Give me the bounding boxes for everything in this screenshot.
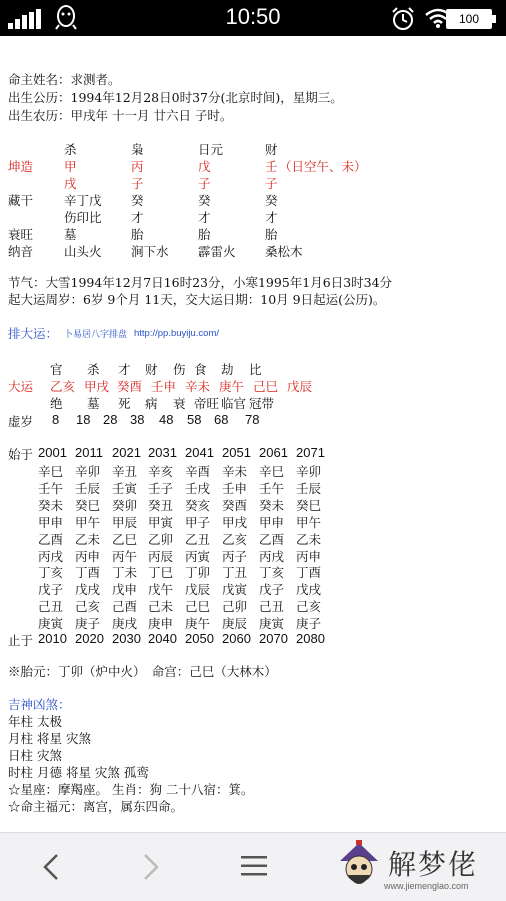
hidden-stems-row xyxy=(0,191,506,207)
liunian-row xyxy=(0,462,506,478)
nayin: 涧下水 xyxy=(131,244,169,259)
liunian-cell: 癸未 xyxy=(38,497,64,513)
start-year: 2021 xyxy=(112,445,141,460)
alarm-icon xyxy=(390,6,416,32)
hidden-stem: 癸 xyxy=(198,193,211,208)
row-label: 藏干 xyxy=(8,193,34,208)
dayun-age: 38 xyxy=(130,412,145,427)
nayin: 山头火 xyxy=(64,244,102,259)
end-years-row xyxy=(0,631,506,647)
jieqi-line: 节气：大雪1994年12月7日16时23分，小寒1995年1月6日3时34分 xyxy=(8,275,393,290)
life-stage-row xyxy=(0,225,506,241)
liunian-cell: 辛亥 xyxy=(148,464,174,479)
liunian-cell: 丙午 xyxy=(112,548,138,564)
hidden-stem: 辛丁戊 xyxy=(64,193,102,208)
ten-god: 杀 xyxy=(64,142,77,157)
solar-date-line: 出生公历：1994年12月28日0时37分(北京时间)，星期三。 xyxy=(8,90,343,105)
liunian-cell: 辛巳 xyxy=(38,464,64,479)
dayun-gods-row xyxy=(0,360,506,376)
liunian-cell: 壬戌 xyxy=(185,480,211,496)
nayin-row xyxy=(0,242,506,258)
liunian-cell: 甲午 xyxy=(75,514,101,530)
liunian-cell: 丙寅 xyxy=(185,548,211,564)
status-bar xyxy=(0,0,506,36)
liunian-cell: 庚申 xyxy=(148,616,174,632)
mascot-icon xyxy=(334,839,384,895)
liunian-cell: 壬寅 xyxy=(112,480,138,496)
source-url-link[interactable]: http://pp.buyiju.com/ xyxy=(134,328,220,339)
dayun-states-row xyxy=(0,394,506,410)
hidden-gods-row xyxy=(0,208,506,224)
branches-row xyxy=(0,174,506,190)
end-year: 2040 xyxy=(148,631,177,646)
liunian-cell: 丁酉 xyxy=(296,565,322,581)
liunian-cell: 戊辰 xyxy=(185,582,211,598)
dayun-age: 68 xyxy=(214,412,229,427)
dayun-pillar: 庚午 xyxy=(219,379,245,394)
liunian-cell: 甲子 xyxy=(185,514,211,530)
stem: 戊 xyxy=(198,159,211,174)
dayun-state: 临官 xyxy=(221,396,247,411)
shensha-line: 月柱 将星 灾煞 xyxy=(8,731,91,746)
liunian-row xyxy=(0,580,506,596)
liunian-row xyxy=(0,614,506,630)
life-stage: 胎 xyxy=(265,227,278,242)
start-year: 2001 xyxy=(38,445,67,460)
liunian-cell: 丁亥 xyxy=(259,565,285,581)
end-year: 2010 xyxy=(38,631,67,646)
shensha-title: 吉神凶煞： xyxy=(8,697,71,712)
row-label: 纳音 xyxy=(8,244,34,259)
dayun-age: 58 xyxy=(187,412,202,427)
liunian-cell: 庚寅 xyxy=(38,616,64,632)
end-year: 2060 xyxy=(222,631,251,646)
liunian-cell: 壬子 xyxy=(148,480,174,496)
liunian-cell: 辛卯 xyxy=(75,464,101,479)
start-year: 2011 xyxy=(75,445,103,460)
liunian-cell: 甲寅 xyxy=(148,514,174,530)
dayun-god: 比 xyxy=(249,362,262,377)
start-year: 2031 xyxy=(148,445,177,460)
dayun-pillar: 壬申 xyxy=(151,379,177,394)
dayun-god: 官 xyxy=(50,362,63,377)
dayun-state: 绝 xyxy=(50,396,63,411)
name-line: 命主姓名：求测者。 xyxy=(8,72,121,87)
liunian-cell: 丁未 xyxy=(112,565,138,581)
dayun-state: 死 xyxy=(118,396,131,411)
liunian-cell: 壬午 xyxy=(38,480,64,496)
end-year: 2020 xyxy=(75,631,104,646)
fuyuan-line: ☆命主福元：离宫，属东四命。 xyxy=(8,799,184,814)
dayun-state: 衰 xyxy=(173,396,186,411)
stem: 壬 xyxy=(265,159,278,174)
back-button[interactable] xyxy=(22,833,82,901)
liunian-cell: 丁亥 xyxy=(38,565,64,581)
dayun-age: 28 xyxy=(103,412,118,427)
branch: 戌 xyxy=(64,176,77,191)
shensha-line: 日柱 灾煞 xyxy=(8,748,62,763)
dayun-pillar: 戊辰 xyxy=(287,379,313,394)
dayun-god: 劫 xyxy=(221,362,234,377)
start-year: 2061 xyxy=(259,445,288,460)
dayun-state: 帝旺 xyxy=(194,396,220,411)
source-link[interactable]: 卜易居八字排盘 xyxy=(64,330,128,340)
liunian-cell: 壬辰 xyxy=(296,480,322,496)
ten-gods-row xyxy=(0,140,506,156)
row-label: 大运 xyxy=(8,379,34,394)
dayun-god: 杀 xyxy=(87,362,100,377)
liunian-cell: 戊子 xyxy=(38,582,64,598)
liunian-cell: 甲辰 xyxy=(112,514,138,530)
liunian-cell: 庚戌 xyxy=(112,616,138,632)
liunian-cell: 己卯 xyxy=(222,599,248,615)
liunian-cell: 丙辰 xyxy=(148,548,174,564)
ten-god: 日元 xyxy=(198,142,224,157)
life-stage: 胎 xyxy=(198,227,211,242)
lunar-date-line: 出生农历：甲戌年 十一月 廿六日 子时。 xyxy=(8,108,233,123)
liunian-cell: 丙子 xyxy=(222,548,248,564)
hidden-stem: 癸 xyxy=(265,193,278,208)
dayun-god: 才 xyxy=(118,362,131,377)
end-year: 2050 xyxy=(185,631,214,646)
liunian-row xyxy=(0,547,506,563)
nayin: 桑松木 xyxy=(265,244,303,259)
liunian-cell: 己丑 xyxy=(259,599,285,615)
branch: 子 xyxy=(265,176,278,191)
taiyuan-line: ※胎元：丁卯（炉中火） 命宫：己巳（大林木） xyxy=(8,664,277,679)
bottom-nav-bar xyxy=(0,832,506,901)
liunian-cell: 乙丑 xyxy=(185,531,211,547)
liunian-cell: 戊戌 xyxy=(296,582,322,598)
liunian-cell: 己亥 xyxy=(75,599,101,615)
row-label: 虚岁 xyxy=(8,414,34,429)
hidden-god: 才 xyxy=(265,210,278,225)
liunian-row xyxy=(0,496,506,512)
liunian-row xyxy=(0,597,506,613)
stem: 甲 xyxy=(64,159,77,174)
liunian-cell: 癸酉 xyxy=(222,497,248,513)
zodiac-line: ☆星座：摩羯座。 生肖：狗 二十八宿：箕。 xyxy=(8,782,254,797)
dayun-god: 财 xyxy=(145,362,158,377)
end-year: 2070 xyxy=(259,631,288,646)
liunian-cell: 乙酉 xyxy=(38,531,64,547)
liunian-cell: 壬午 xyxy=(259,480,285,496)
stems-row xyxy=(0,157,506,173)
liunian-cell: 丙申 xyxy=(75,548,101,564)
start-year: 2051 xyxy=(222,445,251,460)
dayun-state: 病 xyxy=(145,396,158,411)
dayun-pillar: 辛未 xyxy=(185,379,211,394)
menu-icon xyxy=(241,855,267,877)
start-years-row xyxy=(0,445,506,461)
liunian-cell: 癸丑 xyxy=(148,497,174,513)
end-year: 2030 xyxy=(112,631,141,646)
liunian-cell: 辛巳 xyxy=(259,464,285,479)
chevron-right-icon xyxy=(142,853,160,881)
liunian-cell: 庚寅 xyxy=(259,616,285,632)
site-logo: 解梦佬 xyxy=(388,848,479,881)
ten-god: 枭 xyxy=(131,142,144,157)
liunian-cell: 乙未 xyxy=(75,531,101,547)
liunian-cell: 己巳 xyxy=(185,599,211,615)
start-year: 2041 xyxy=(185,445,214,460)
dayun-pillar: 癸酉 xyxy=(117,379,143,394)
hidden-god: 才 xyxy=(198,210,211,225)
dayun-age: 18 xyxy=(76,412,91,427)
liunian-cell: 乙巳 xyxy=(112,531,138,547)
row-label: 止于 xyxy=(8,633,34,648)
page-content xyxy=(0,36,506,832)
liunian-cell: 戊子 xyxy=(259,582,285,598)
dayun-ages-row xyxy=(0,412,506,428)
life-stage: 胎 xyxy=(131,227,144,242)
liunian-row xyxy=(0,563,506,579)
stem: 丙 xyxy=(131,159,144,174)
liunian-cell: 己丑 xyxy=(38,599,64,615)
liunian-row xyxy=(0,479,506,495)
shensha-line: 时柱 月德 将星 灾煞 孤鸾 xyxy=(8,765,149,780)
dayun-god: 伤 xyxy=(173,362,186,377)
liunian-cell: 丙戌 xyxy=(38,548,64,564)
liunian-cell: 癸亥 xyxy=(185,497,211,513)
liunian-cell: 丁丑 xyxy=(222,565,248,581)
liunian-cell: 己酉 xyxy=(112,599,138,615)
dayun-state: 墓 xyxy=(87,396,100,411)
chevron-left-icon xyxy=(42,853,60,881)
liunian-cell: 癸巳 xyxy=(75,497,101,513)
status-time: 10:50 xyxy=(225,4,281,29)
liunian-cell: 辛未 xyxy=(222,464,248,479)
liunian-cell: 辛丑 xyxy=(112,464,138,479)
liunian-cell: 辛酉 xyxy=(185,464,211,479)
hidden-stem: 癸 xyxy=(131,193,144,208)
menu-button[interactable] xyxy=(223,833,283,901)
row-label: 衰旺 xyxy=(8,227,34,242)
dayun-pillars-row xyxy=(0,377,506,393)
dayun-god: 食 xyxy=(194,362,207,377)
liunian-cell: 乙卯 xyxy=(148,531,174,547)
qiyun-line: 起大运周岁：6岁 9个月 11天，交大运日期：10月 9日起运(公历)。 xyxy=(8,292,386,307)
liunian-cell: 庚午 xyxy=(185,616,211,632)
shensha-line: 年柱 太极 xyxy=(8,714,62,729)
dayun-pillar: 己巳 xyxy=(253,379,279,394)
liunian-cell: 庚子 xyxy=(296,616,322,632)
liunian-cell: 壬辰 xyxy=(75,480,101,496)
liunian-cell: 丙申 xyxy=(296,548,322,564)
liunian-cell: 戊戌 xyxy=(75,582,101,598)
liunian-cell: 丙戌 xyxy=(259,548,285,564)
liunian-cell: 辛卯 xyxy=(296,464,322,479)
branch: 子 xyxy=(131,176,144,191)
liunian-cell: 癸卯 xyxy=(112,497,138,513)
liunian-cell: 癸未 xyxy=(259,497,285,513)
row-label: 始于 xyxy=(8,447,34,462)
liunian-cell: 己未 xyxy=(148,599,174,615)
liunian-cell: 乙未 xyxy=(296,531,322,547)
start-year: 2071 xyxy=(296,445,325,460)
liunian-cell: 戊午 xyxy=(148,582,174,598)
liunian-cell: 丁酉 xyxy=(75,565,101,581)
site-url: www.jiemenglao.com xyxy=(384,881,469,891)
liunian-cell: 戊申 xyxy=(112,582,138,598)
liunian-cell: 丁卯 xyxy=(185,565,211,581)
liunian-cell: 壬申 xyxy=(222,480,248,496)
row-label: 坤造 xyxy=(8,159,34,174)
hidden-god: 才 xyxy=(131,210,144,225)
forward-button[interactable] xyxy=(122,833,182,901)
dayun-age: 78 xyxy=(245,412,260,427)
battery-percent: 100 xyxy=(458,12,480,26)
liunian-cell: 乙酉 xyxy=(259,531,285,547)
life-stage: 墓 xyxy=(64,227,77,242)
empty-note: （日空午、未） xyxy=(279,159,367,174)
liunian-cell: 甲戌 xyxy=(222,514,248,530)
dayun-age: 8 xyxy=(52,412,60,427)
branch: 子 xyxy=(198,176,211,191)
liunian-cell: 庚子 xyxy=(75,616,101,632)
liunian-cell: 癸巳 xyxy=(296,497,322,513)
liunian-cell: 丁巳 xyxy=(148,565,174,581)
hidden-god: 伤印比 xyxy=(64,210,102,225)
end-year: 2080 xyxy=(296,631,325,646)
dayun-state: 冠带 xyxy=(249,396,275,411)
liunian-cell: 甲申 xyxy=(259,514,285,530)
liunian-cell: 甲午 xyxy=(296,514,322,530)
liunian-row xyxy=(0,530,506,546)
ten-god: 财 xyxy=(265,142,278,157)
dayun-pillar: 乙亥 xyxy=(50,379,76,394)
liunian-cell: 戊寅 xyxy=(222,582,248,598)
liunian-cell: 甲申 xyxy=(38,514,64,530)
dayun-age: 48 xyxy=(159,412,174,427)
dayun-pillar: 甲戌 xyxy=(84,379,110,394)
liunian-cell: 乙亥 xyxy=(222,531,248,547)
liunian-cell: 己亥 xyxy=(296,599,322,615)
liunian-cell: 庚辰 xyxy=(222,616,248,632)
nayin: 霹雷火 xyxy=(198,244,236,259)
dayun-title: 排大运： xyxy=(8,326,59,341)
liunian-row xyxy=(0,513,506,529)
